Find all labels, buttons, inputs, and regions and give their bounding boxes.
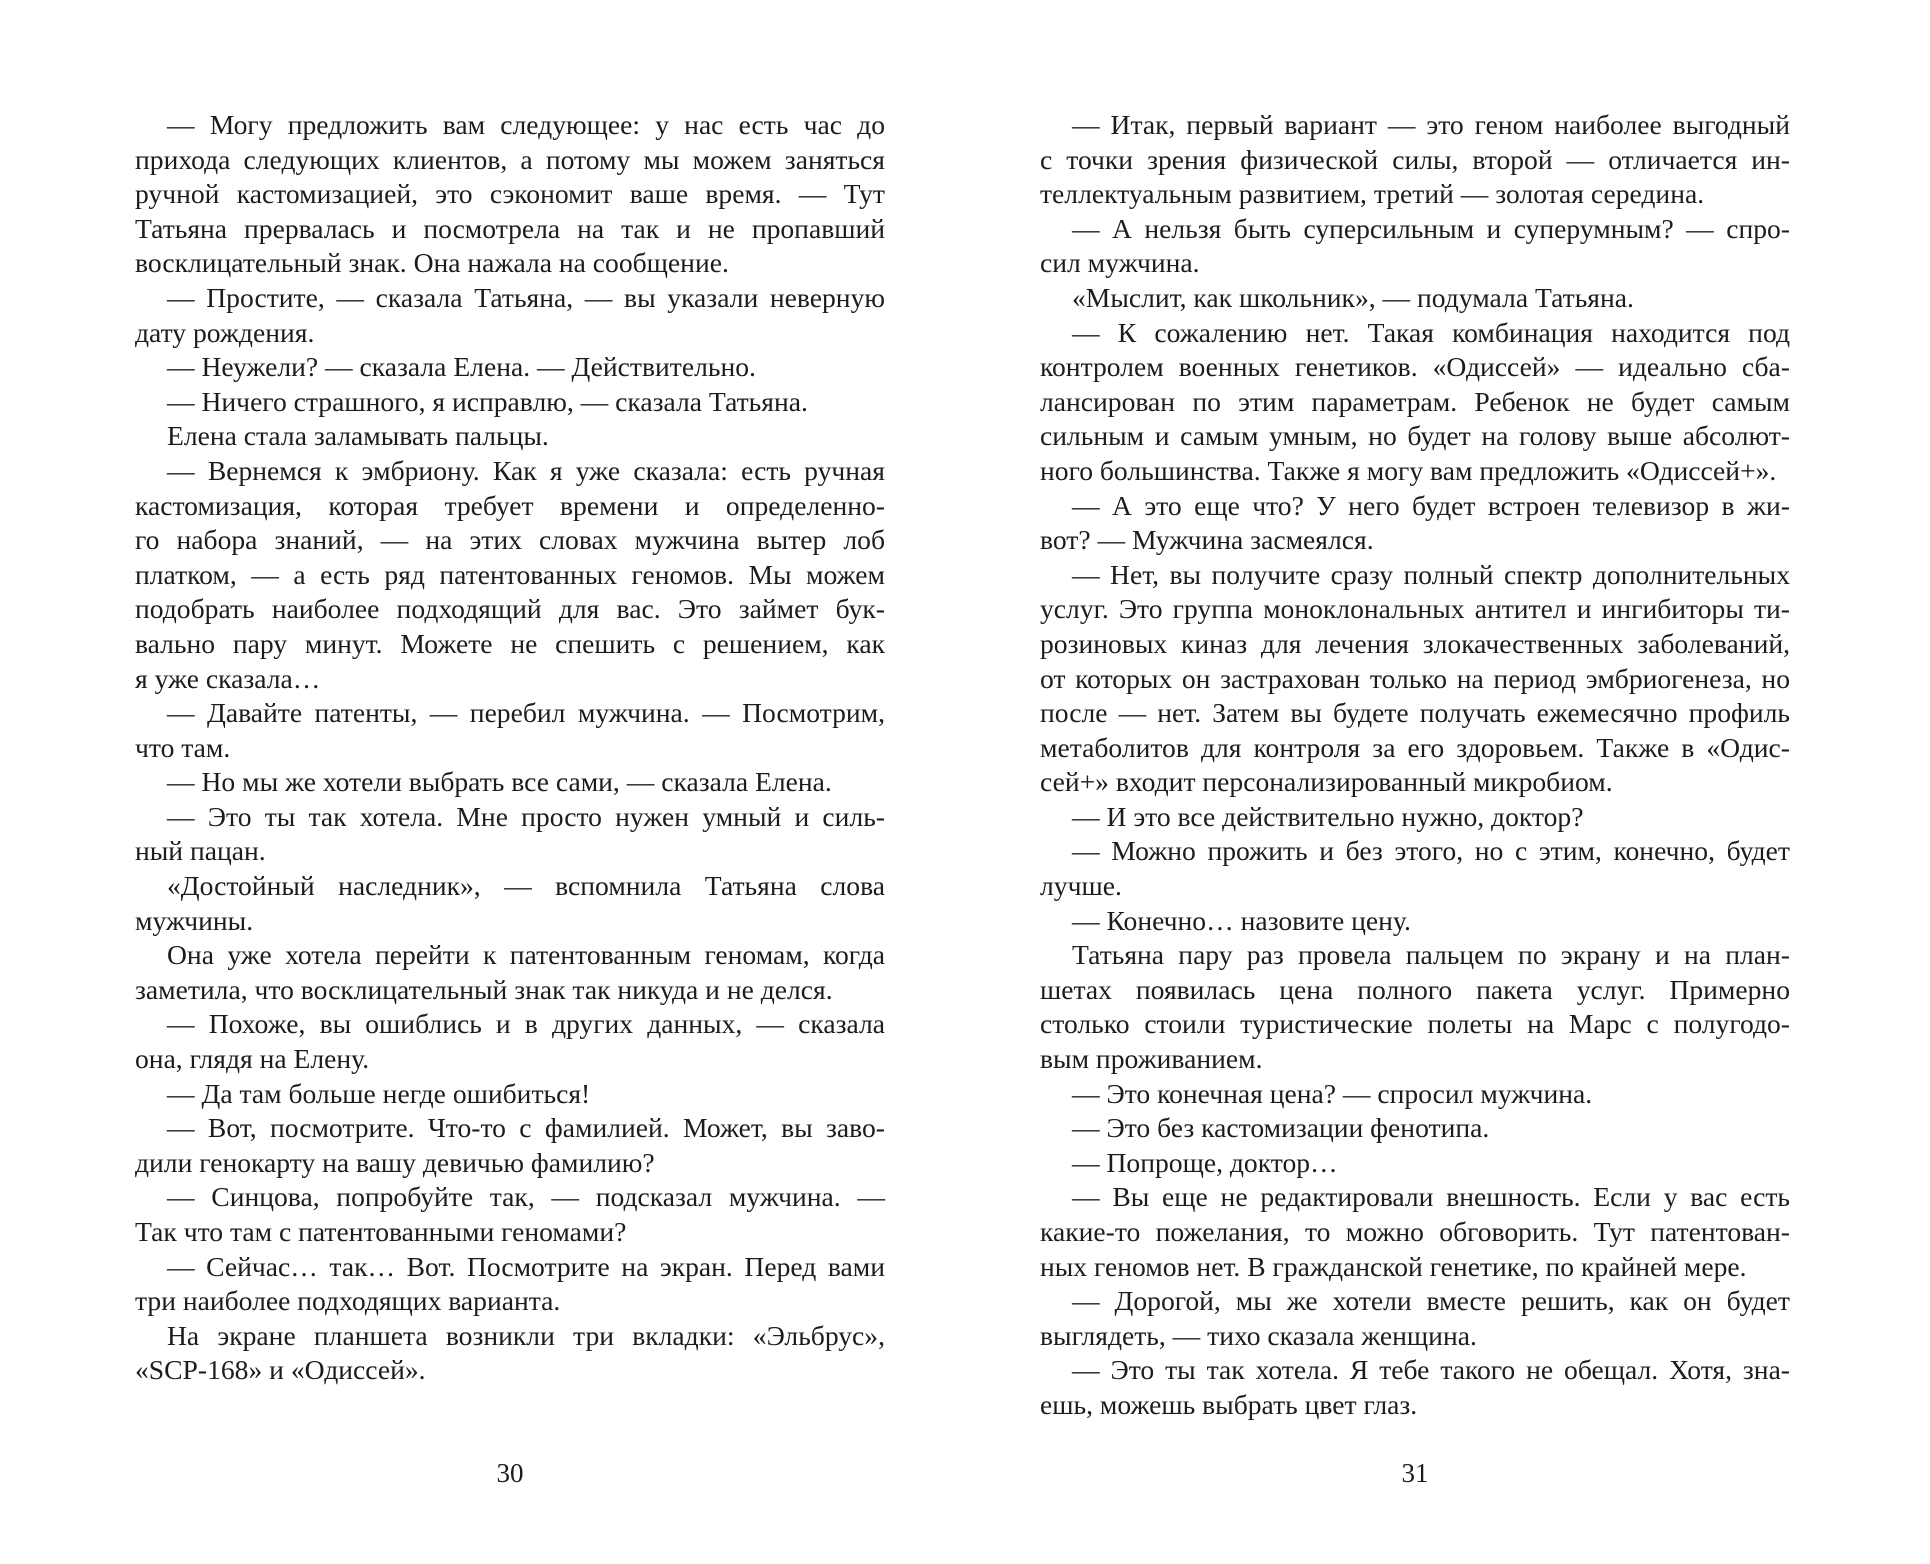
text-line: — Это без кастомизации фенотипа. — [1072, 1112, 1490, 1144]
text-line: ного большинства. Также я могу вам предложить «Одиссей+». — [1040, 454, 1777, 486]
text-line: сил мужчина. — [1040, 247, 1200, 279]
text-line: лансирован по этим параметрам. Ребенок не будет самым — [1040, 385, 1790, 417]
text-line: — Вернемся к эмбриону. Как я уже сказала: есть ручная — [167, 454, 885, 486]
text-line: после — нет. Затем вы будете получать ежемесячно профиль — [1040, 697, 1790, 729]
left-page-number: 30 — [496, 1458, 524, 1488]
text-line: — Нет, вы получите сразу полный спектр дополнительных — [1072, 558, 1790, 590]
text-line: с точки зрения физической силы, второй — отличается ин- — [1040, 143, 1790, 175]
text-line: — Можно прожить и без этого, но с этим, конечно, будет — [1072, 835, 1790, 867]
text-line: теллектуальным развитием, третий — золотая середина. — [1040, 178, 1705, 210]
text-line: — Сейчас… так… Вот. Посмотрите на экран. Перед вами — [167, 1250, 885, 1282]
text-line: я уже сказала… — [135, 662, 321, 694]
text-line: Елена стала заламывать пальцы. — [167, 420, 549, 452]
text-line: — Неужели? — сказала Елена. — Действительно. — [167, 351, 756, 383]
text-line: — К сожалению нет. Такая комбинация находится под — [1072, 316, 1790, 348]
text-line: дили генокарту на вашу девичью фамилию? — [135, 1146, 655, 1178]
text-line: столько стоили туристические полеты на Марс с полугодо- — [1040, 1008, 1790, 1040]
text-line: «SCP-168» и «Одиссей». — [135, 1354, 426, 1386]
text-line: платком, — а есть ряд патентованных геномов. Мы можем — [135, 558, 885, 590]
text-line: лучше. — [1040, 870, 1122, 902]
text-line: — Это ты так хотела. Мне просто нужен умный и силь- — [167, 800, 885, 832]
text-line: она, глядя на Елену. — [135, 1043, 370, 1075]
text-line: прихода следующих клиентов, а потому мы можем заняться — [135, 143, 885, 175]
text-line: ных геномов нет. В гражданской генетике, по крайней мере. — [1040, 1250, 1747, 1282]
text-line: — Итак, первый вариант — это геном наиболее выгодный — [1072, 109, 1790, 140]
text-line: — Конечно… назовите цену. — [1072, 904, 1411, 936]
text-line: Она уже хотела перейти к патентованным геномам, когда — [167, 939, 885, 971]
text-line: — Синцова, попробуйте так, — подсказал мужчина. — — [167, 1181, 885, 1213]
text-line: «Достойный наследник», — вспомнила Татьяна слова — [167, 870, 885, 902]
text-line: сильным и самым умным, но будет на голову выше абсолют- — [1040, 420, 1790, 452]
text-line: контролем военных генетиков. «Одиссей» — идеально сба- — [1040, 351, 1790, 383]
left-page-body — [135, 108, 885, 1388]
text-line: ный пацан. — [135, 835, 266, 867]
text-line: ручной кастомизацией, это сэкономит ваше время. — Тут — [135, 178, 885, 210]
text-line: Татьяна пару раз провела пальцем по экрану и на план- — [1072, 939, 1790, 971]
text-line: — Попроще, доктор… — [1072, 1146, 1338, 1178]
text-line: дату рождения. — [135, 316, 315, 348]
text-line: три наиболее подходящих варианта. — [135, 1285, 561, 1317]
text-line: что там. — [135, 731, 231, 763]
text-line: — Вот, посмотрите. Что-то с фамилией. Может, вы заво- — [167, 1112, 885, 1144]
text-line: — Это конечная цена? — спросил мужчина. — [1072, 1077, 1593, 1109]
text-line: — Давайте патенты, — перебил мужчина. — Посмотрим, — [167, 697, 885, 729]
text-line: подобрать наиболее подходящий для вас. Это займет бук- — [135, 593, 885, 625]
text-line: — Да там больше негде ошибиться! — [167, 1077, 591, 1109]
text-line: — Вы еще не редактировали внешность. Если у вас есть — [1072, 1181, 1790, 1213]
text-line: восклицательный знак. Она нажала на сообщение. — [135, 247, 729, 279]
text-line: — А это еще что? У него будет встроен телевизор в жи- — [1072, 489, 1790, 521]
text-line: — Простите, — сказала Татьяна, — вы указали неверную — [167, 281, 885, 313]
text-line: вально пару минут. Можете не спешить с решением, как — [135, 627, 885, 659]
text-line: Татьяна прервалась и посмотрела на так и не пропавший — [135, 212, 885, 244]
text-line: — И это все действительно нужно, доктор? — [1072, 800, 1584, 832]
text-line: какие-то пожелания, то можно обговорить. Тут патентован- — [1040, 1216, 1790, 1247]
text-line: розиновых киназ для лечения злокачественных заболеваний, — [1040, 627, 1790, 659]
right-page-body — [1040, 108, 1790, 1423]
text-line: от которых он застрахован только на период эмбриогенеза, но — [1040, 662, 1790, 694]
text-line: — Похоже, вы ошиблись и в других данных, — сказала — [167, 1008, 885, 1040]
text-line: кастомизация, которая требует времени и определенно- — [135, 489, 885, 521]
text-line: На экране планшета возникли три вкладки: «Эльбрус», — [167, 1319, 885, 1351]
text-line: — Могу предложить вам следующее: у нас есть час до — [167, 109, 885, 140]
text-line: сей+» входит персонализированный микробиом. — [1040, 766, 1613, 798]
text-line: метаболитов для контроля за его здоровьем. Также в «Одис- — [1040, 731, 1790, 763]
text-line: Так что там с патентованными геномами? — [135, 1216, 627, 1247]
right-page-number: 31 — [1401, 1458, 1429, 1488]
text-line: «Мыслит, как школьник», — подумала Татьяна. — [1072, 281, 1634, 313]
text-line: услуг. Это группа моноклональных антител и ингибиторы ти- — [1040, 593, 1790, 625]
text-line: заметила, что восклицательный знак так никуда и не делся. — [135, 973, 833, 1005]
text-line: — Ничего страшного, я исправлю, — сказала Татьяна. — [167, 385, 808, 417]
text-line: — Но мы же хотели выбрать все сами, — сказала Елена. — [167, 766, 832, 798]
text-line: выглядеть, — тихо сказала женщина. — [1040, 1319, 1477, 1351]
text-line: вым проживанием. — [1040, 1043, 1263, 1075]
text-line: го набора знаний, — на этих словах мужчина вытер лоб — [135, 524, 885, 556]
text-line: шетах появилась цена полного пакета услуг. Примерно — [1040, 973, 1790, 1005]
text-line: ешь, можешь выбрать цвет глаз. — [1040, 1388, 1418, 1420]
text-line: — А нельзя быть суперсильным и суперумным? — спро- — [1072, 212, 1790, 244]
text-line: — Это ты так хотела. Я тебе такого не обещал. Хотя, зна- — [1072, 1354, 1790, 1386]
text-line: вот? — Мужчина засмеялся. — [1040, 524, 1374, 556]
text-line: — Дорогой, мы же хотели вместе решить, как он будет — [1072, 1285, 1790, 1317]
text-line: мужчины. — [135, 904, 254, 936]
